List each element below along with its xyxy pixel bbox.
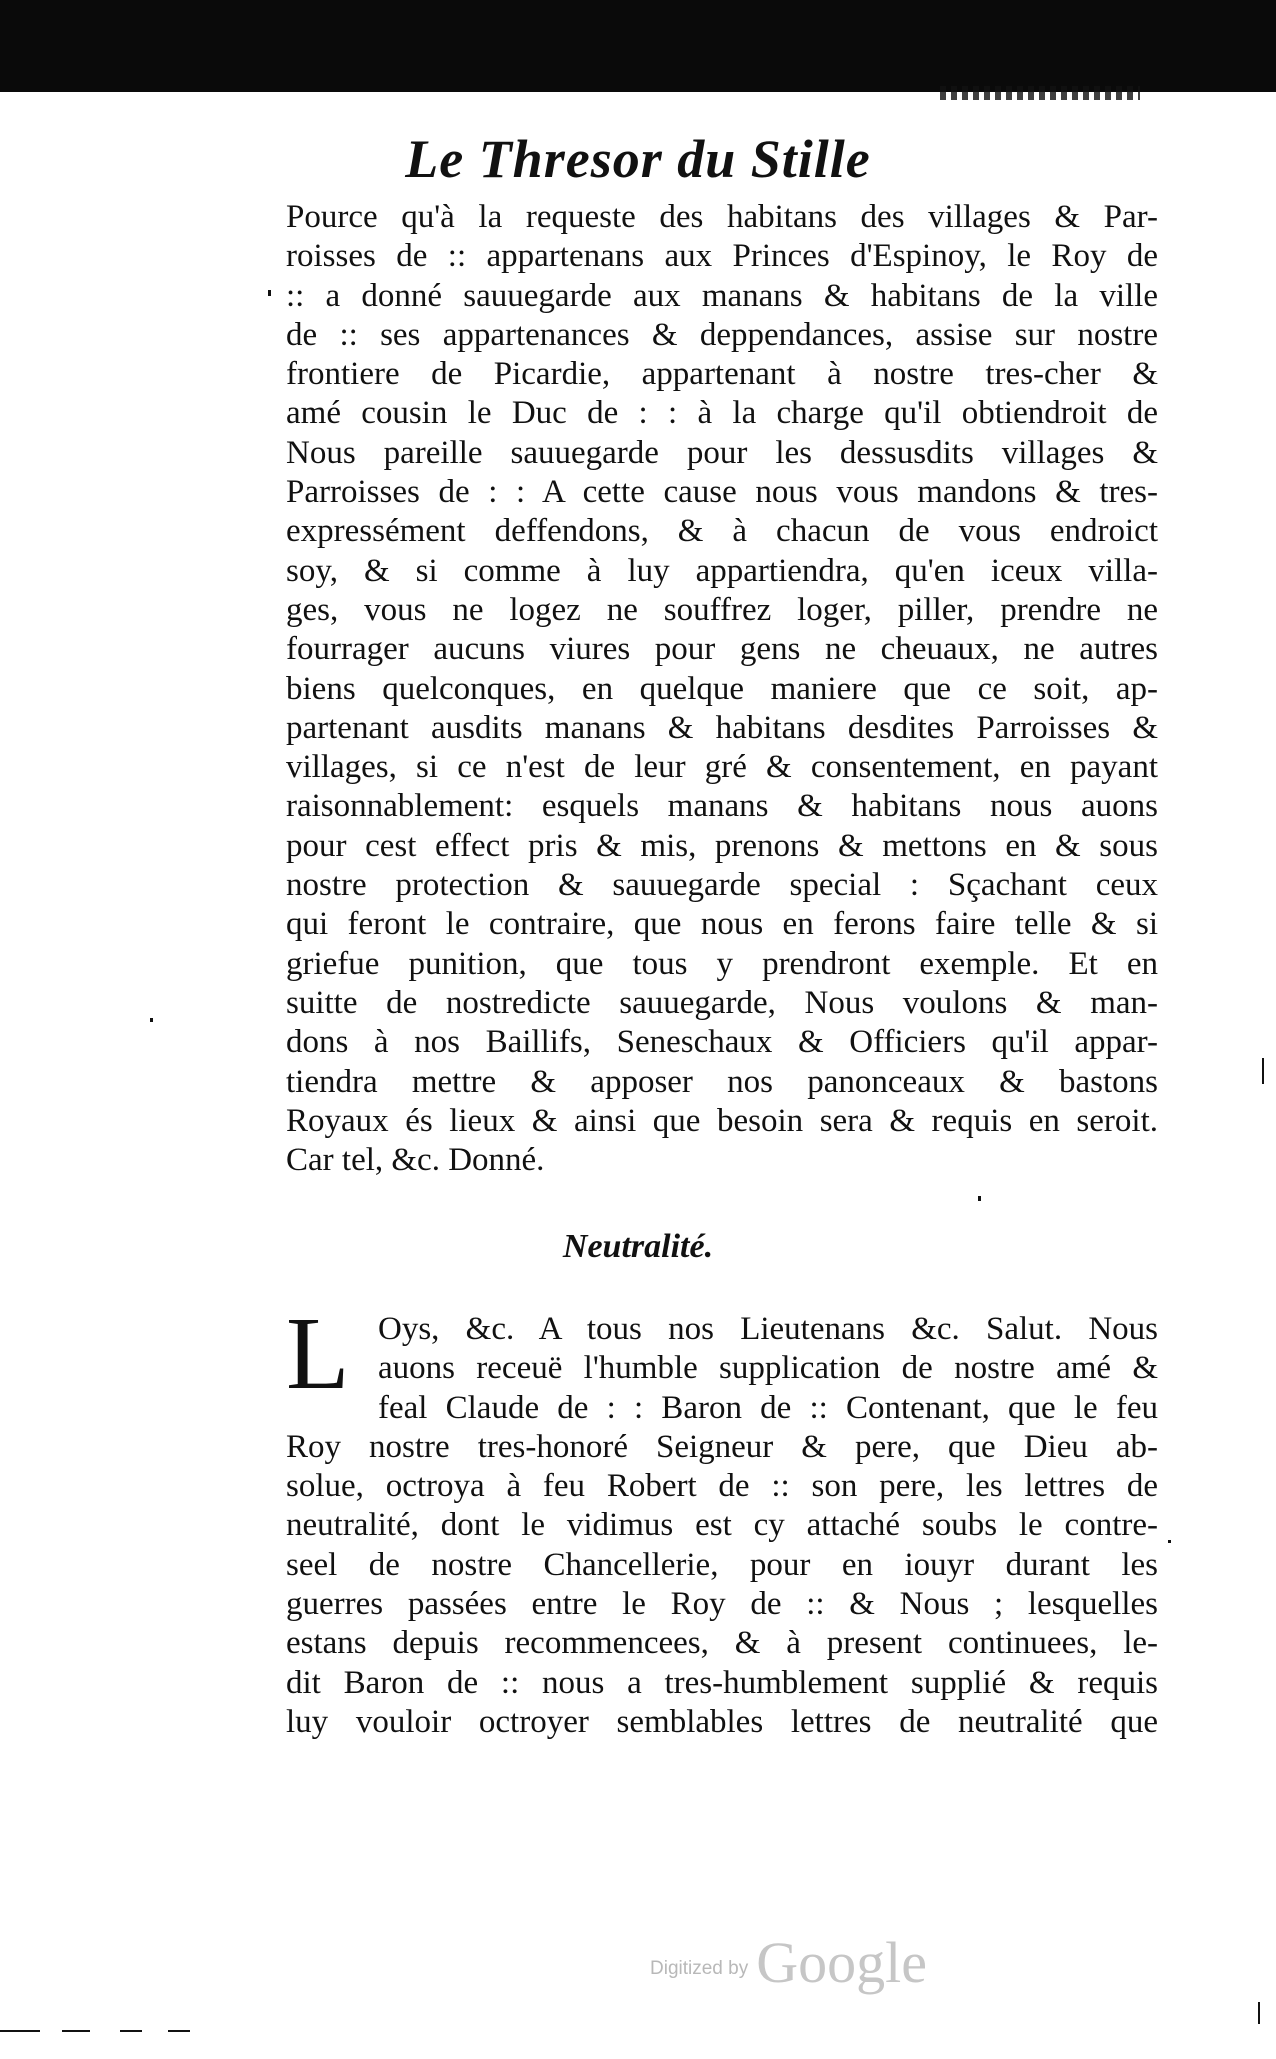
text-line: suitte de nostredicte sauuegarde, Nous voulons & man- bbox=[286, 984, 1158, 1021]
text-line: biens quelconques, en quelque maniere que ce soit, ap- bbox=[286, 670, 1158, 707]
text-line: :: a donné sauuegarde aux manans & habitans de la ville bbox=[286, 277, 1158, 314]
text-line: villages, si ce n'est de leur gré & consentement, en payant bbox=[286, 749, 1158, 786]
scan-speck bbox=[1168, 1540, 1171, 1543]
text-line: de :: ses appartenances & deppendances, assise sur nostre bbox=[286, 316, 1158, 353]
text-line: qui feront le contraire, que nous en ferons faire telle & si bbox=[286, 906, 1158, 943]
scan-speck bbox=[0, 2030, 40, 2032]
text-line: partenant ausdits manans & habitans desdites Parroisses & bbox=[286, 709, 1158, 746]
digitized-label: Digitized by bbox=[650, 1958, 749, 1979]
text-line: tiendra mettre & apposer nos panonceaux & bastons bbox=[286, 1063, 1158, 1100]
scan-edge-noise bbox=[940, 86, 1140, 100]
scan-top-border bbox=[0, 0, 1276, 92]
text-line: expressément deffendons, & à chacun de vous endroict bbox=[286, 513, 1158, 550]
text-line: Parroisses de : : A cette cause nous vous mandons & tres- bbox=[286, 474, 1158, 511]
text-line: Pource qu'à la requeste des habitans des villages & Par- bbox=[286, 199, 1158, 235]
scan-speck bbox=[978, 1196, 981, 1201]
scan-speck bbox=[120, 2030, 142, 2032]
scan-speck bbox=[62, 2030, 90, 2032]
text-line: raisonnablement: esquels manans & habitans nous auons bbox=[286, 788, 1158, 825]
paragraph-sauuegarde bbox=[286, 198, 1158, 1180]
drop-cap: L bbox=[286, 1296, 350, 1411]
scan-speck bbox=[1258, 2002, 1260, 2024]
text-line: feal Claude de : : Baron de :: Contenant, que le feu bbox=[378, 1389, 1158, 1426]
text-line: Roy nostre tres-honoré Seigneur & pere, que Dieu ab- bbox=[286, 1428, 1158, 1465]
text-line: neutralité, dont le vidimus est cy attaché soubs le contre- bbox=[286, 1507, 1158, 1544]
section-heading: Neutralité. bbox=[562, 1228, 714, 1265]
text-line: nostre protection & sauuegarde special : Sçachant ceux bbox=[286, 867, 1158, 904]
scan-speck bbox=[268, 290, 271, 296]
google-wordmark: Google bbox=[756, 1930, 927, 1995]
text-line: soy, & si comme à luy appartiendra, qu'en iceux villa- bbox=[286, 552, 1158, 589]
text-line: Car tel, &c. Donné. bbox=[286, 1142, 545, 1179]
text-line: Royaux és lieux & ainsi que besoin sera & requis en seroit. bbox=[286, 1102, 1158, 1139]
text-line: dit Baron de :: nous a tres-humblement supplié & requis bbox=[286, 1664, 1158, 1701]
text-line: ges, vous ne logez ne souffrez loger, piller, prendre ne bbox=[286, 591, 1158, 628]
text-line: solue, octroya à feu Robert de :: son pere, les lettres de bbox=[286, 1468, 1158, 1505]
scan-speck bbox=[1262, 1058, 1264, 1084]
text-line: frontiere de Picardie, appartenant à nostre tres-cher & bbox=[286, 356, 1158, 393]
text-line: griefue punition, que tous y prendront exemple. Et en bbox=[286, 945, 1158, 982]
text-line: auons receuë l'humble supplication de nostre amé & bbox=[378, 1350, 1158, 1387]
text-line: seel de nostre Chancellerie, pour en iouyr durant les bbox=[286, 1546, 1158, 1583]
text-line: luy vouloir octroyer semblables lettres de neutralité que bbox=[286, 1703, 1158, 1740]
paragraph-neutralite bbox=[286, 1310, 1158, 1742]
text-line: fourrager aucuns viures pour gens ne cheuaux, ne autres bbox=[286, 631, 1158, 668]
text-line: estans depuis recommencees, & à present continuees, le- bbox=[286, 1625, 1158, 1662]
text-line: guerres passées entre le Roy de :: & Nous ; lesquelles bbox=[286, 1586, 1158, 1623]
text-line: dons à nos Baillifs, Seneschaux & Officiers qu'il appar- bbox=[286, 1024, 1158, 1061]
scan-speck bbox=[150, 1018, 153, 1022]
text-line: pour cest effect pris & mis, prenons & mettons en & sous bbox=[286, 827, 1158, 864]
text-line: Nous pareille sauuegarde pour les dessusdits villages & bbox=[286, 434, 1158, 471]
text-line: Oys, &c. A tous nos Lieutenans &c. Salut. Nous bbox=[378, 1311, 1158, 1347]
running-head: Le Thresor du Stille bbox=[405, 129, 871, 189]
text-line: roisses de :: appartenans aux Princes d'Espinoy, le Roy de bbox=[286, 238, 1158, 275]
digitization-watermark bbox=[650, 1924, 927, 1994]
scan-speck bbox=[168, 2030, 190, 2032]
text-line: amé cousin le Duc de : : à la charge qu'il obtiendroit de bbox=[286, 395, 1158, 432]
